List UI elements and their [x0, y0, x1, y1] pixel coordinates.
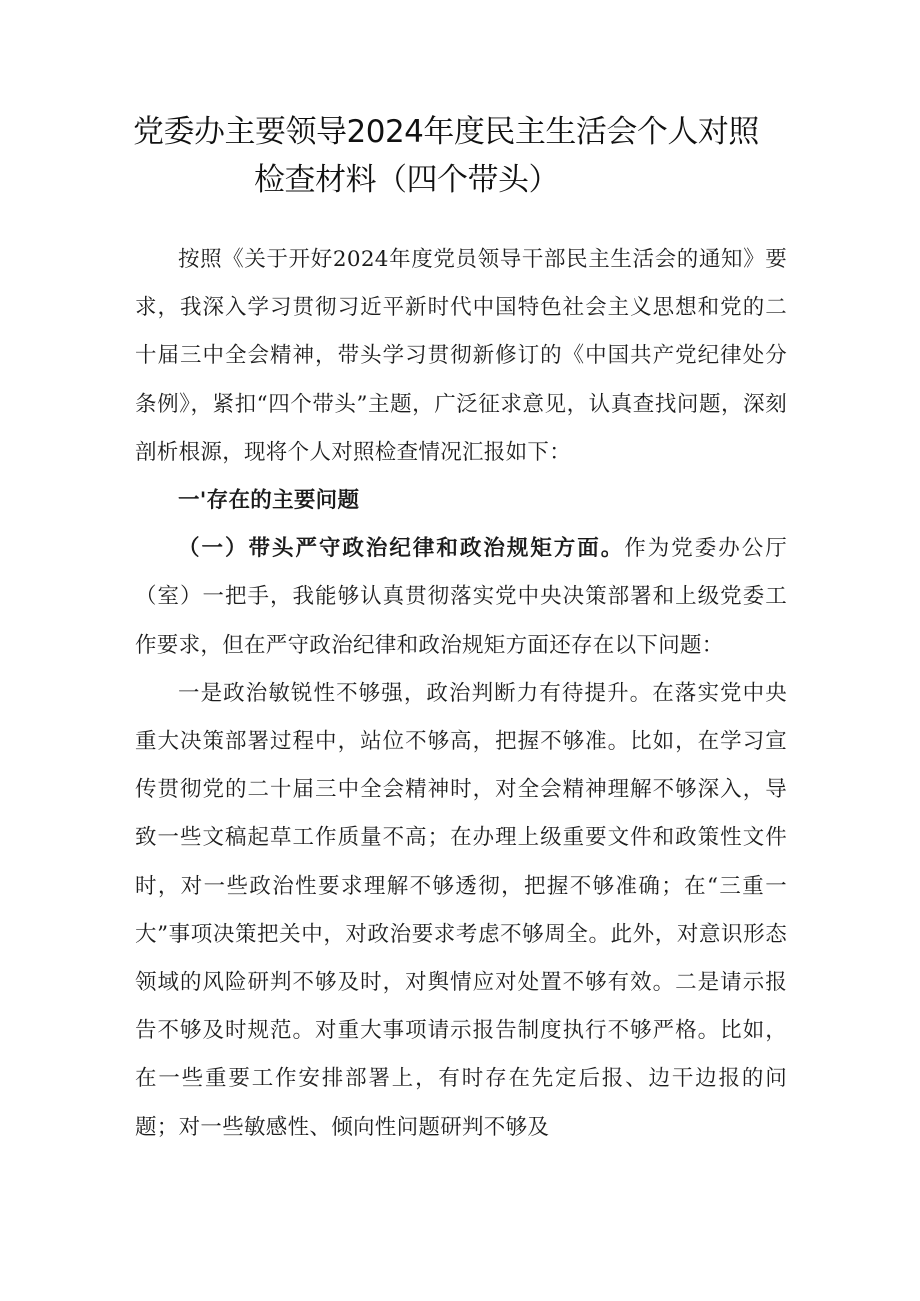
section-heading: 一'存在的主要问题	[178, 488, 360, 514]
subsection-text: 作为党委办公厅（室）一把手，我能够认真贯彻落实党中央决策部署和上级党委工作要求，但在严守政治纪律和政治规矩方面还存在以下问题：	[135, 536, 787, 658]
intro-paragraph: 按照《关于开好2024年度党员领导干部民主生活会的通知》要求，我深入学习贯彻习近平新时代中国特色社会主义思想和党的二十届三中全会精神，带头学习贯彻新修订的《中国共产党纪律处分条例》，紧扣“四个带头”主题，广泛征求意见，认真查找问题，深刻剖析根源，现将个人对照检查情况汇报如下：	[135, 247, 787, 465]
document-body	[135, 236, 787, 1152]
document-title-line-2: 检查材料（四个带头）	[254, 162, 559, 198]
subsection-heading: （一）带头严守政治纪律和政治规矩方面。	[178, 536, 625, 562]
document-title-line-1: 党委办主要领导2024年度民主生活会个人对照	[133, 114, 759, 150]
subsection-paragraph	[135, 525, 787, 670]
point-paragraph: 一是政治敏锐性不够强，政治判断力有待提升。在落实党中央重大决策部署过程中，站位不够高，把握不够准。比如，在学习宣传贯彻党的二十届三中全会精神时，对全会精神理解不够深入，导致一些文稿起草工作质量不高；在办理上级重要文件和政策性文件时，对一些政治性要求理解不够透彻，把握不够准确；在“三重一大”事项决策把关中，对政治要求考虑不够周全。此外，对意识形态领域的风险研判不够及时，对舆情应对处置不够有效。二是请示报告不够及时规范。对重大事项请示报告制度执行不够严格。比如，在一些重要工作安排部署上，有时存在先定后报、边干边报的问题；对一些敏感性、倾向性问题研判不够及	[135, 680, 787, 1140]
